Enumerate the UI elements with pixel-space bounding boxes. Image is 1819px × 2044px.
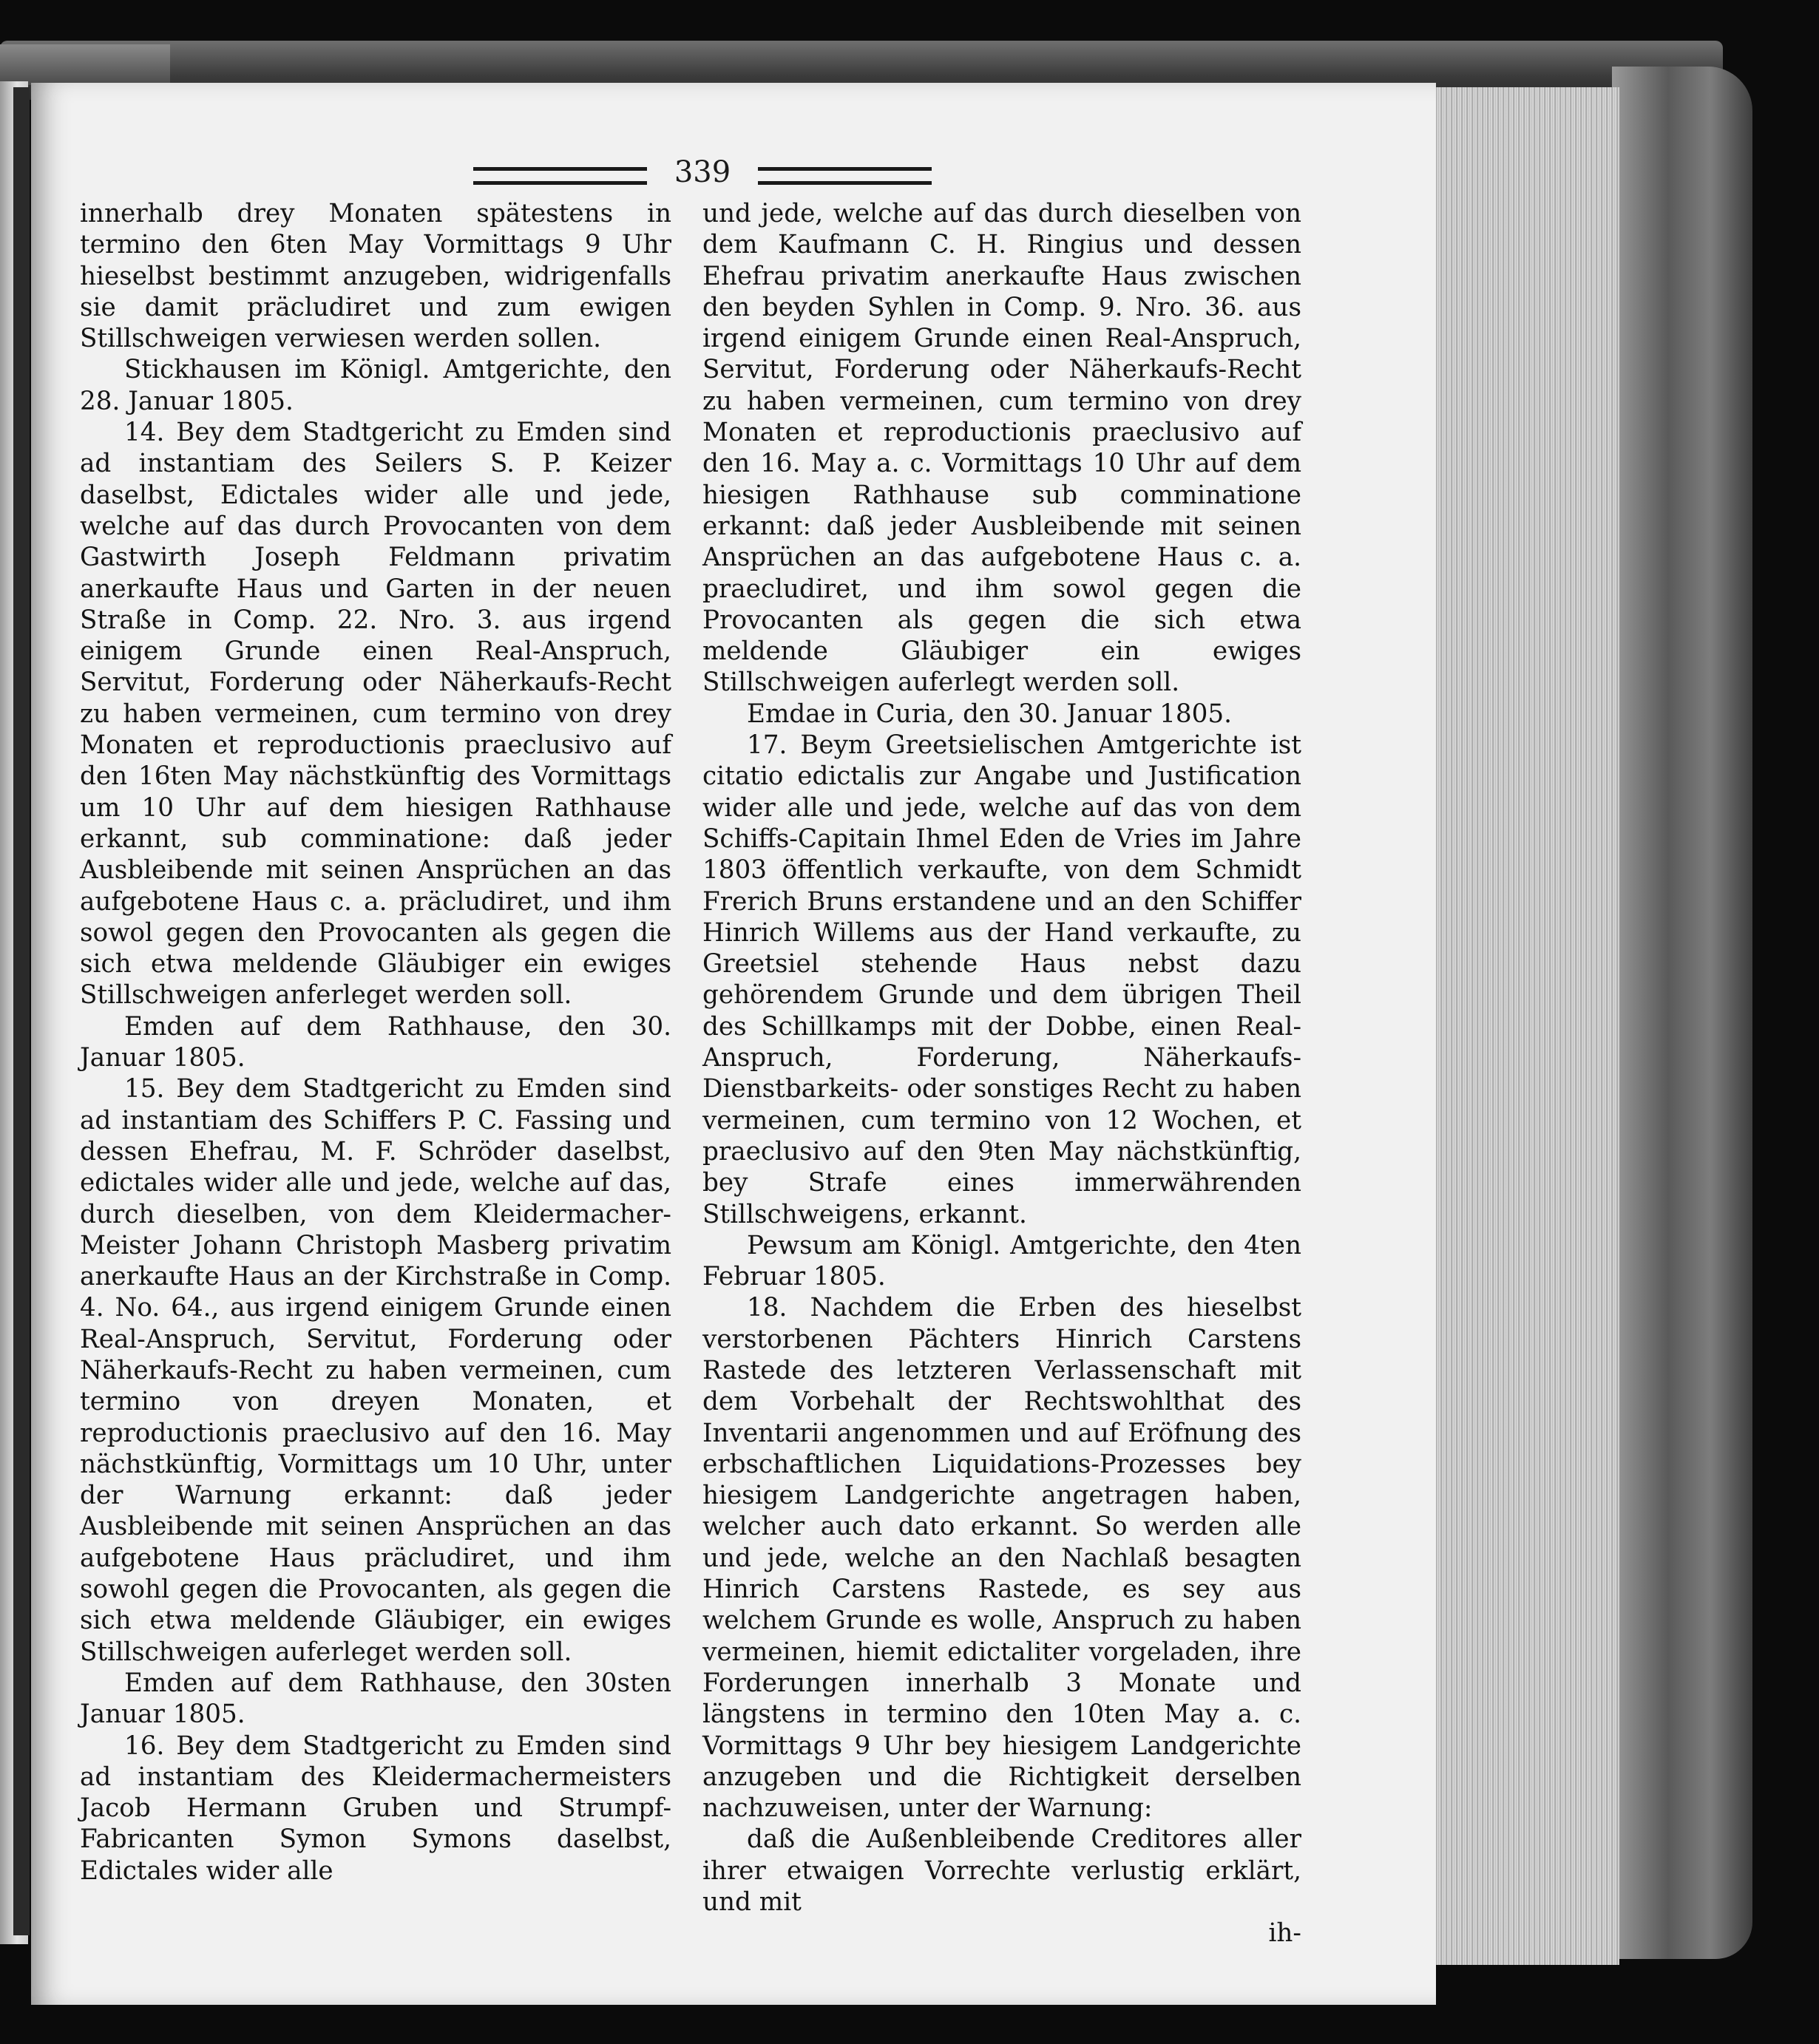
page-number: 339: [674, 155, 731, 189]
page-block-edges: [1427, 87, 1619, 1965]
catchword: ih-: [1268, 1918, 1301, 1949]
paragraph: 18. Nachdem die Erben des hieselbst verstorbenen Pächters Hinrich Carstens Rastede des letzteren Verlassenschaft mit dem Vorbehalt der Rechtswohlthat des Inventarii angenommen und auf Eröfnung des erbschaftlichen Liquidations-Prozesses bey hiesigem Landgerichte angetragen haben, welcher auch dato erkannt. So werden alle und jede, welche an den Nachlaß besagten Hinrich Carstens Rastede, es sey aus welchem Grunde es wolle, Anspruch zu haben vermeinen, hiemit edictaliter vorgeladen, ihre Forderungen innerhalb 3 Monate und längstens in termino den 10ten May a. c. Vormittags 9 Uhr bey hiesigem Landgerichte anzugeben und die Richtigkeit derselben nachzuweisen, unter der Warnung:: [702, 1293, 1301, 1824]
left-column: [80, 198, 671, 1887]
header-rule-left: [473, 167, 647, 185]
page-header: [473, 154, 932, 198]
paragraph: 14. Bey dem Stadtgericht zu Emden sind ad instantiam des Seilers S. P. Keizer daselbst, Edictales wider alle und jede, welche auf das durch Provocanten von dem Gastwirth Joseph Feldmann privatim anerkaufte Haus und Garten in der neuen Straße in Comp. 22. Nro. 3. aus irgend einigem Grunde einen Real-Anspruch, Servitut, Forderung oder Näherkaufs-Recht zu haben vermeinen, cum termino von drey Monaten et reproductionis praeclusivo auf den 16ten May nächstkünftig des Vormittags um 10 Uhr auf dem hiesigen Rathhause erkannt, sub comminatione: daß jeder Ausbleibende mit seinen Ansprüchen an das aufgebotene Haus c. a. präcludiret, und ihm sowol gegen den Provocanten als gegen die sich etwa meldende Gläubiger ein ewiges Stillschweigen anferleget werden soll.: [80, 418, 671, 1011]
paragraph: Emden auf dem Rathhause, den 30sten Januar 1805.: [80, 1668, 671, 1730]
paragraph: und jede, welche auf das durch dieselben von dem Kaufmann C. H. Ringius und dessen Ehefrau privatim anerkaufte Haus zwischen den beyden Syhlen in Comp. 9. Nro. 36. aus irgend einigem Grunde einen Real-Anspruch, Servitut, Forderung oder Näherkaufs-Recht zu haben vermeinen, cum termino von drey Monaten et reproductionis praeclusivo auf den 16. May a. c. Vormittags 10 Uhr auf dem hiesigen Rathhause sub comminatione erkannt: daß jeder Ausbleibende mit seinen Ansprüchen an das aufgebotene Haus c. a. praecludiret, und ihm sowol gegen die Provocanten als gegen die sich etwa meldende Gläubiger ein ewiges Stillschweigen auferlegt werden soll.: [702, 199, 1301, 698]
paragraph: 15. Bey dem Stadtgericht zu Emden sind ad instantiam des Schiffers P. C. Fassing und dessen Ehefrau, M. F. Schröder daselbst, edictales wider alle und jede, welche auf das, durch dieselben, von dem Kleidermacher-Meister Johann Christoph Masberg privatim anerkaufte Haus an der Kirchstraße in Comp. 4. No. 64., aus irgend einigem Grunde einen Real-Anspruch, Servitut, Forderung oder Näherkaufs-Recht zu haben vermeinen, cum termino von dreyen Monaten, et reproductionis praeclusivo auf den 16. May nächstkünftig, Vormittags um 10 Uhr, unter der Warnung erkannt: daß jeder Ausbleibende mit seinen Ansprüchen an das aufgebotene Haus präcludiret, und ihm sowohl gegen die Provocanten, als gegen die sich etwa meldende Gläubiger, ein ewiges Stillschweigen auferleget werden soll.: [80, 1074, 671, 1667]
header-rule-right: [758, 167, 932, 185]
paragraph: 17. Beym Greetsielischen Amtgerichte ist citatio edictalis zur Angabe und Justification wider alle und jede, welche auf das von dem Schiffs-Capitain Ihmel Eden de Vries im Jahre 1803 öffentlich verkaufte, von dem Schmidt Frerich Bruns erstandene und an den Schiffer Hinrich Willems aus der Hand verkaufte, zu Greetsiel stehende Haus nebst dazu gehörendem Grunde und dem übrigen Theil des Schillkamps mit der Dobbe, einen Real-Anspruch, Forderung, Näherkaufs- Dienstbarkeits- oder sonstiges Recht zu haben vermeinen, cum termino von 12 Wochen, et praeclusivo auf den 9ten May nächstkünftig, bey Strafe eines immerwährenden Stillschweigens, erkannt.: [702, 730, 1301, 1229]
gutter-shadow: [13, 87, 30, 1935]
paragraph: 16. Bey dem Stadtgericht zu Emden sind ad instantiam des Kleidermachermeisters Jacob Hermann Gruben und Strumpf-Fabricanten Symon Symons daselbst, Edictales wider alle: [80, 1731, 671, 1886]
right-column: [702, 198, 1301, 1949]
paragraph: Emdae in Curia, den 30. Januar 1805.: [747, 699, 1232, 729]
paragraph: Stickhausen im Königl. Amtgerichte, den 28. Januar 1805.: [80, 355, 671, 416]
paragraph: daß die Außenbleibende Creditores aller ihrer etwaigen Vorrechte verlustig erklärt, und mit: [702, 1824, 1301, 1918]
paragraph: Pewsum am Königl. Amtgerichte, den 4ten Februar 1805.: [702, 1230, 1301, 1292]
paragraph: Emden auf dem Rathhause, den 30. Januar 1805.: [80, 1011, 671, 1073]
book-cover-board: [1612, 67, 1752, 1959]
paragraph: innerhalb drey Monaten spätestens in termino den 6ten May Vormittags 9 Uhr hieselbst bestimmt anzugeben, widrigenfalls sie damit präcludiret und zum ewigen Stillschweigen verwiesen werden sollen.: [80, 199, 671, 354]
book-cover-spine: [0, 44, 170, 85]
